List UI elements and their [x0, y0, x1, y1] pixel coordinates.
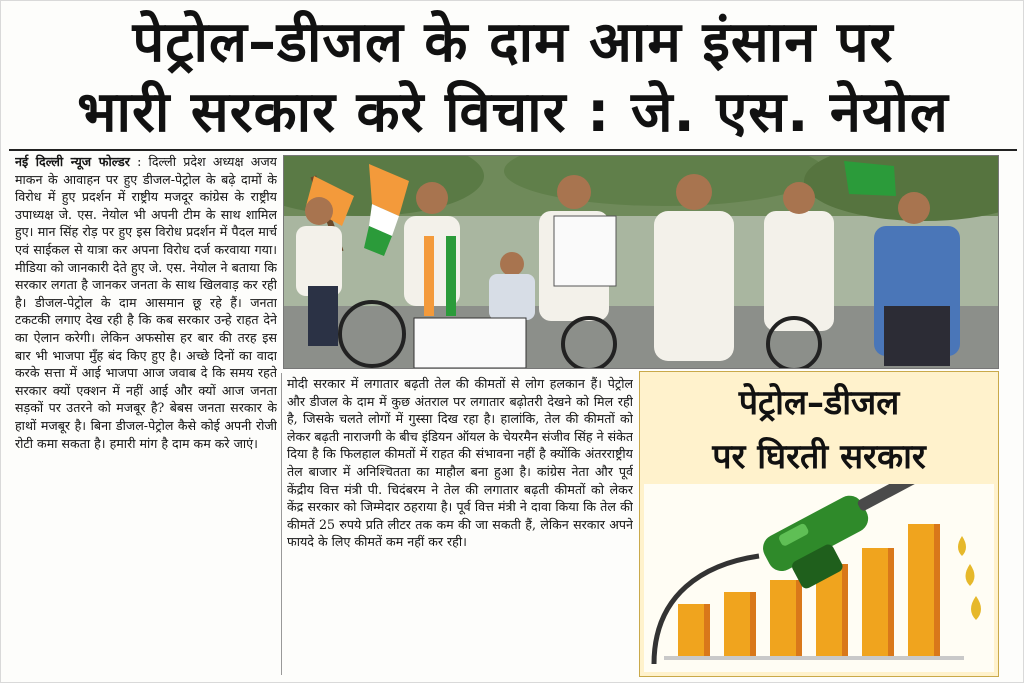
- infobox-title-line-1: पेट्रोल–डीजल: [738, 383, 900, 423]
- headline-line-2: भारी सरकार करे विचार : जे. एस. नेयोल: [77, 80, 949, 145]
- headline-line-1: पेट्रोल–डीजल के दाम आम इंसान पर: [132, 10, 894, 75]
- fuel-nozzle-rising-bars-icon: [644, 484, 994, 672]
- infobox-title-line-2: पर घिरती सरकार: [712, 437, 926, 477]
- middle-article-body: मोदी सरकार में लगातार बढ़ती तेल की कीमतों से लोग हलकान हैं। पेट्रोल और डीजल के दाम में कुछ अंतराल पर लगातार बढ़ोतरी देखने को मिल रही है, जिसके चलते लोगों में गुस्सा दिख रहा है। हालांकि, तेल की कीमतों को लेकर बढ़ती नाराजगी के बीच इंडियन ऑयल के चेयरमैन संजीव सिंह ने संकेत दिया है कि फिलहाल कीमतों में राहत की संभावना नहीं है क्योंकि अंतरराष्ट्रीय तेल बाजार में अनिश्चितता का माहौल बना हुआ है। कांग्रेस नेता और पूर्व केंद्रीय वित्त मंत्री पी. चिदंबरम ने तेल की लगातार बढ़ती कीमतों को लेकर केंद्र सरकार को जिम्मेदार ठहराया है। पूर्व वित्त मंत्री ने दावा किया कि तेल की कीमतें 25 रुपये प्रति लीटर तक कम की जा सकती हैं, लेकिन सरकार अपने फायदे के लिए कीमतें कम नहीं कर रही।: [287, 376, 633, 550]
- fuel-price-graphic: [644, 484, 994, 672]
- protest-photo-illustration: [284, 156, 999, 369]
- column-divider: [281, 373, 282, 675]
- left-article-body: : दिल्ली प्रदेश अध्यक्ष अजय माकन के आवाहन पर हुए डीजल-पेट्रोल के बढ़े दामों के विरोध में हुए प्रदर्शन में राष्ट्रीय मजदूर कांग्रेस के राष्ट्रीय उपाध्यक्ष जे. एस. नेयोल भी अपनी टीम के साथ शामिल हुए। मान सिंह रोड़ पर हुए इस विरोध प्रदर्शन में पैदल मार्च एवं साईकल से यात्रा कर अपना विरोध दर्ज करवाया गया। मीडिया को जानकारी देते हुए जे. एस. नेयोल ने बताया कि सरकार लगता है जानकर जनता के साथ खिलवाड़ कर रही है। डीजल-पेट्रोल के दाम आसमान छू रहे हैं। जनता टकटकी लगाए देख रही है कि कब सरकार उन्हे राहत देने का ऐलान करेगी। लेकिन अफसोस हर बार की तरह इस बार भी भाजपा मुँह बंद किए हुए है। अच्छे दिनों का वादा करके सत्ता में आई भाजपा आज जवाब दे कि समय रहते सरकार क्यों एक्शन में नहीं आई और क्यों आज जनता सड़कों पर उतरने को मजबूर है? बेबस जनता सरकार के हाथों मजबूर है। बिना डीजल-पेट्रोल कैसे कोई अपनी रोजी रोटी कमा सकता है। हमारी मांग है दाम कम करे जाएं।: [15, 154, 277, 451]
- protest-photo: [283, 155, 999, 369]
- dateline: नई दिल्ली न्यूज फोल्डर: [15, 154, 130, 169]
- left-article-column: [15, 153, 277, 675]
- middle-article-column: [287, 375, 633, 675]
- infobox: [639, 371, 999, 677]
- headline-rule: [9, 149, 1017, 151]
